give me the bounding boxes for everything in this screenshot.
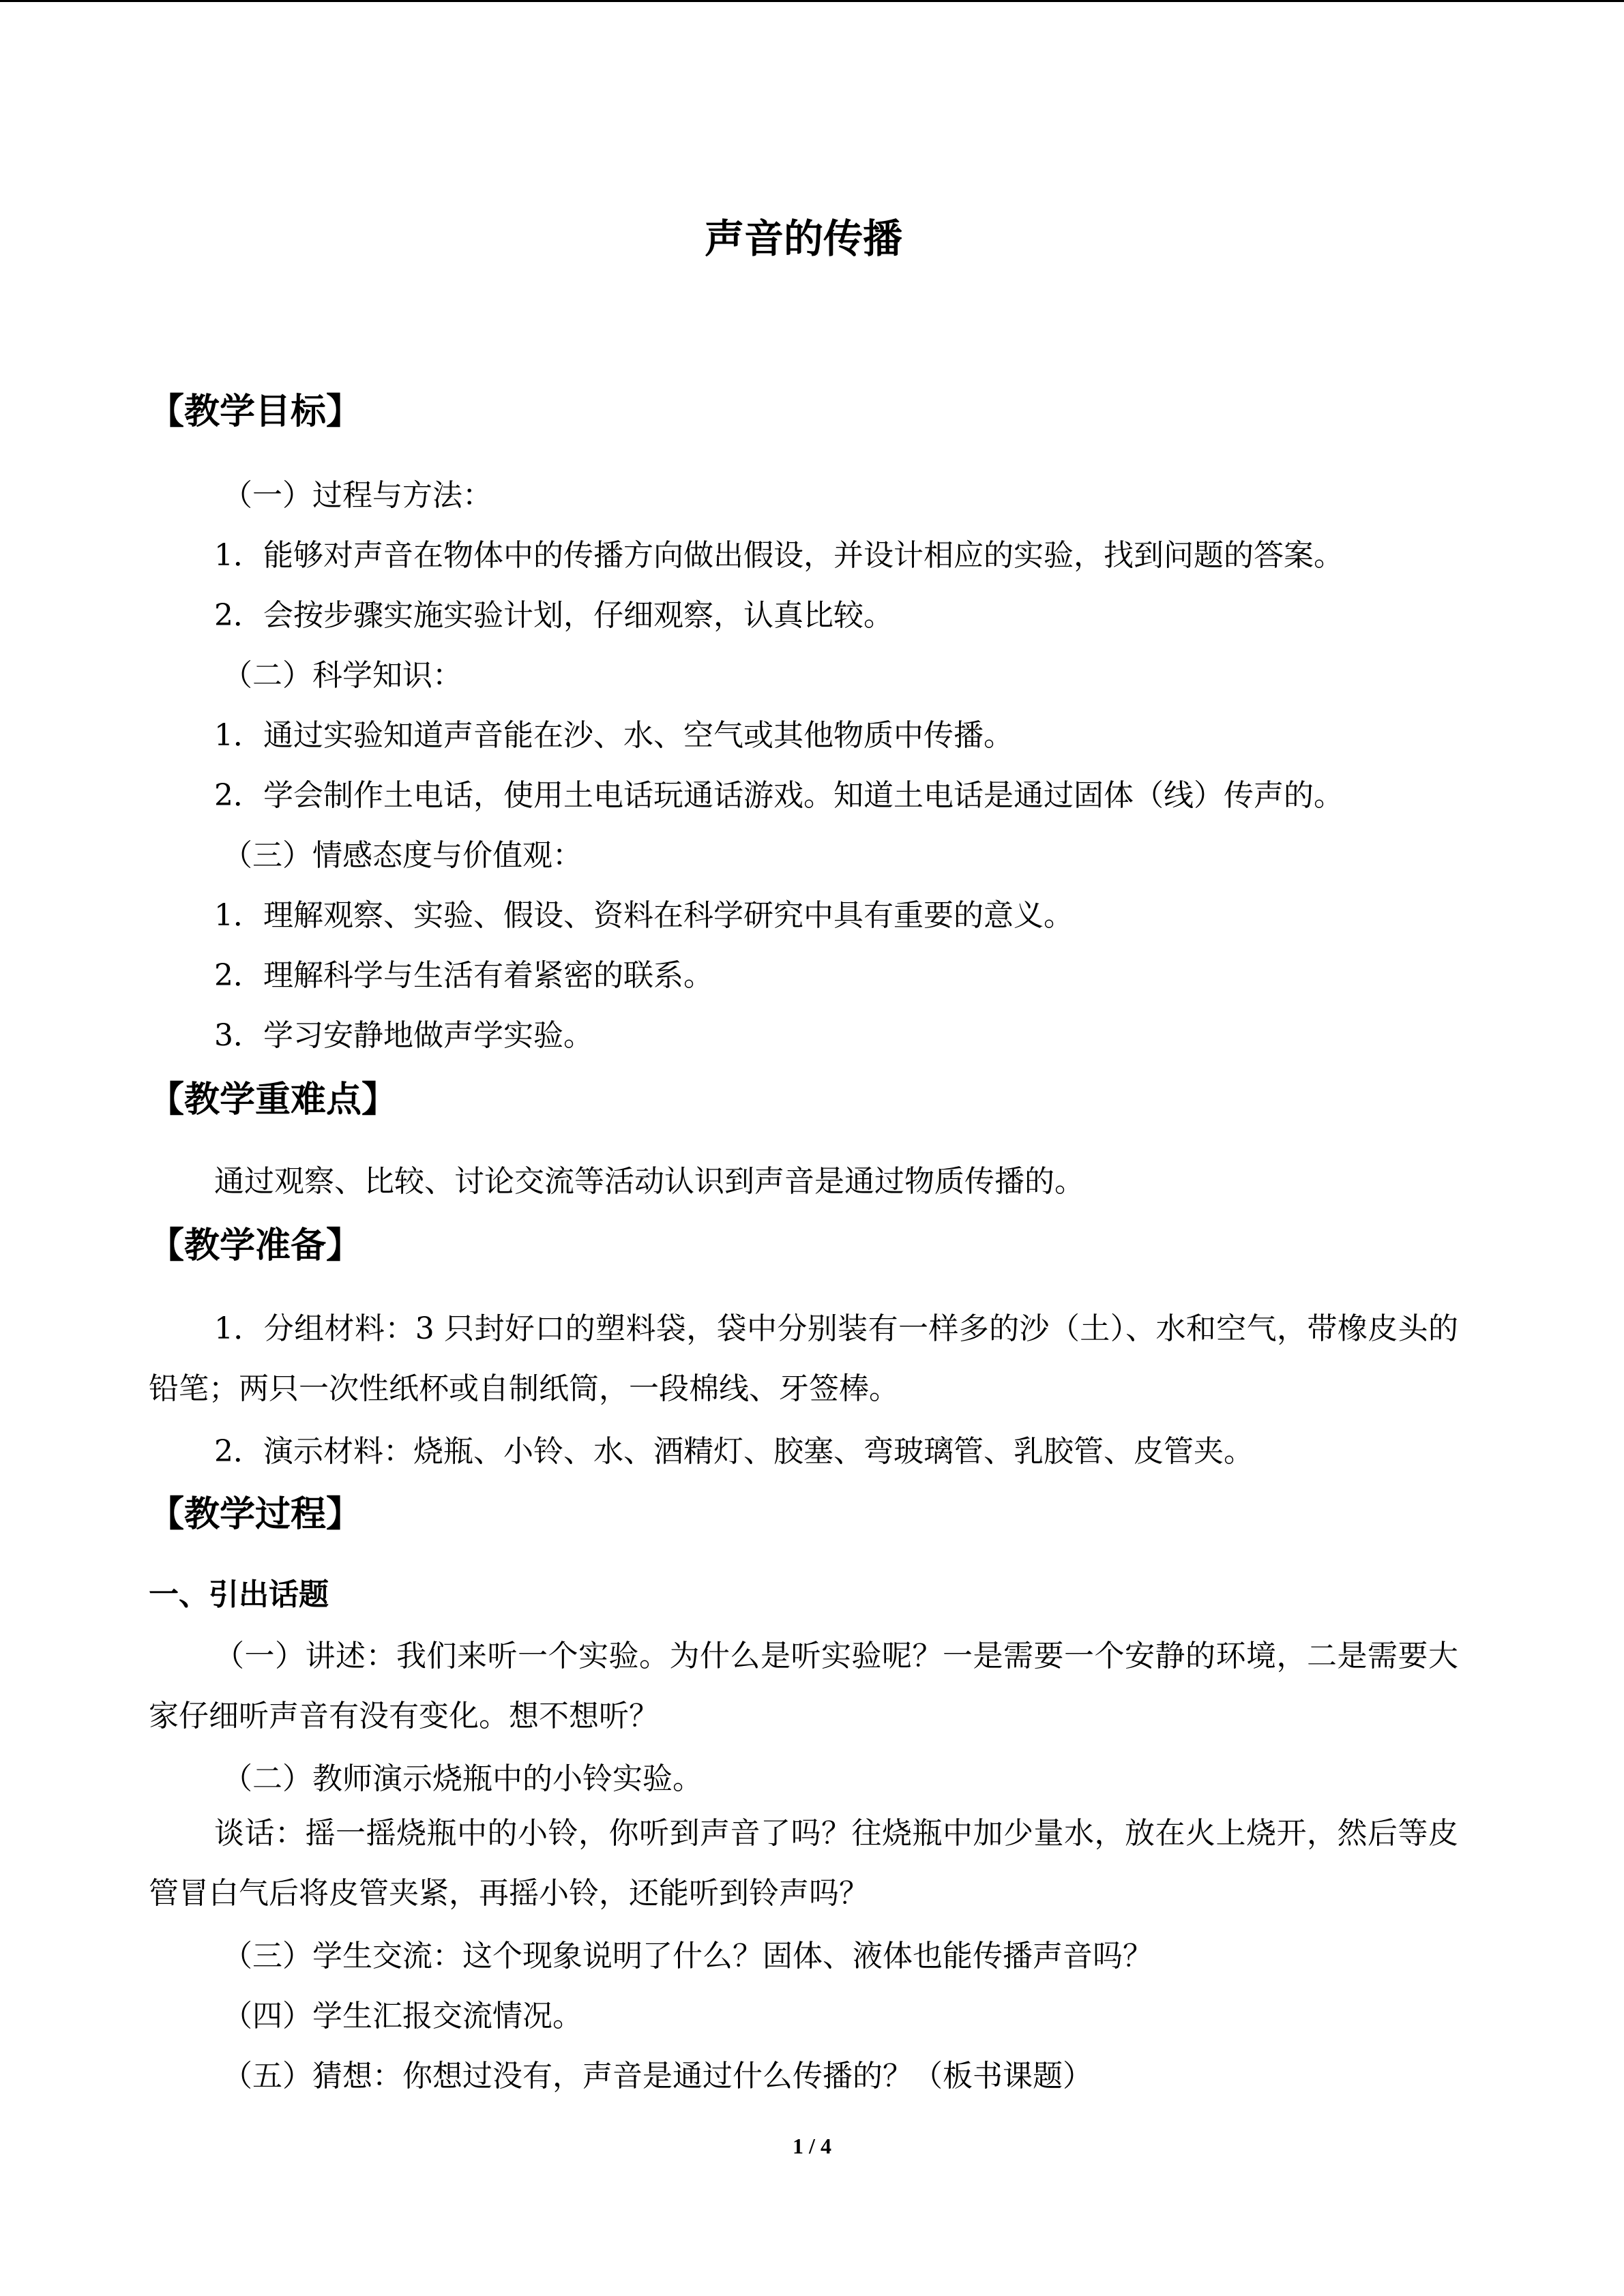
process-part-1-title: 一、引出话题 [149,1577,329,1612]
section-heading-process: 【教学过程】 [149,1494,362,1535]
goal-1-item-1: 1．能够对声音在物体中的传播方向做出假设，并设计相应的实验，找到问题的答案。 [214,538,1344,573]
document-title: 声音的传播 [704,215,902,262]
goal-1-item-2: 2．会按步骤实施实验计划，仔细观察，认真比较。 [214,598,894,633]
goal-group-3-title: （三）情感态度与价值观： [222,838,582,873]
goal-3-item-3: 3．学习安静地做声学实验。 [214,1018,593,1053]
section-heading-preparation: 【教学准备】 [149,1225,362,1266]
goal-2-item-1: 1．通过实验知道声音能在沙、水、空气或其他物质中传播。 [214,718,1014,753]
process-step-1: （一）讲述：我们来听一个实验。为什么是听实验呢？一是需要一个安静的环境，二是需要大家仔细听声音有没有变化。想不想听？ [149,1639,1458,1733]
goal-3-item-1: 1．理解观察、实验、假设、资料在科学研究中具有重要的意义。 [214,898,1074,933]
goal-group-2-title: （二）科学知识： [222,658,462,693]
process-step-4: （三）学生交流：这个现象说明了什么？固体、液体也能传播声音吗？ [222,1939,1153,1973]
goal-group-1-title: （一）过程与方法： [222,478,492,513]
preparation-item-2: 2．演示材料：烧瓶、小铃、水、酒精灯、胶塞、弯玻璃管、乳胶管、皮管夹。 [214,1434,1254,1469]
preparation-item-1: 1．分组材料：3 只封好口的塑料袋，袋中分别装有一样多的沙（土）、水和空气，带橡皮头的铅笔；两只一次性纸杯或自制纸筒，一段棉线、牙签棒。 [149,1311,1458,1406]
section-heading-key-points: 【教学重难点】 [149,1079,398,1120]
goal-3-item-2: 2．理解科学与生活有着紧密的联系。 [214,958,713,993]
page-number: 1 / 4 [793,2134,831,2158]
section-heading-goals: 【教学目标】 [149,391,362,432]
key-points-text: 通过观察、比较、讨论交流等活动认识到声音是通过物质传播的。 [214,1164,1084,1199]
goal-2-item-2: 2．学会制作土电话，使用土电话玩通话游戏。知道土电话是通过固体（线）传声的。 [214,778,1344,813]
page-top-border [0,0,1624,2]
process-step-6: （五）猜想：你想过没有，声音是通过什么传播的？（板书课题） [222,2059,1093,2093]
process-step-2: （二）教师演示烧瓶中的小铃实验。 [222,1761,703,1796]
process-step-3: 谈话：摇一摇烧瓶中的小铃，你听到声音了吗？往烧瓶中加少量水，放在火上烧开，然后等皮管冒白气后将皮管夹紧，再摇小铃，还能听到铃声吗？ [149,1816,1458,1911]
process-step-5: （四）学生汇报交流情况。 [222,1999,582,2033]
